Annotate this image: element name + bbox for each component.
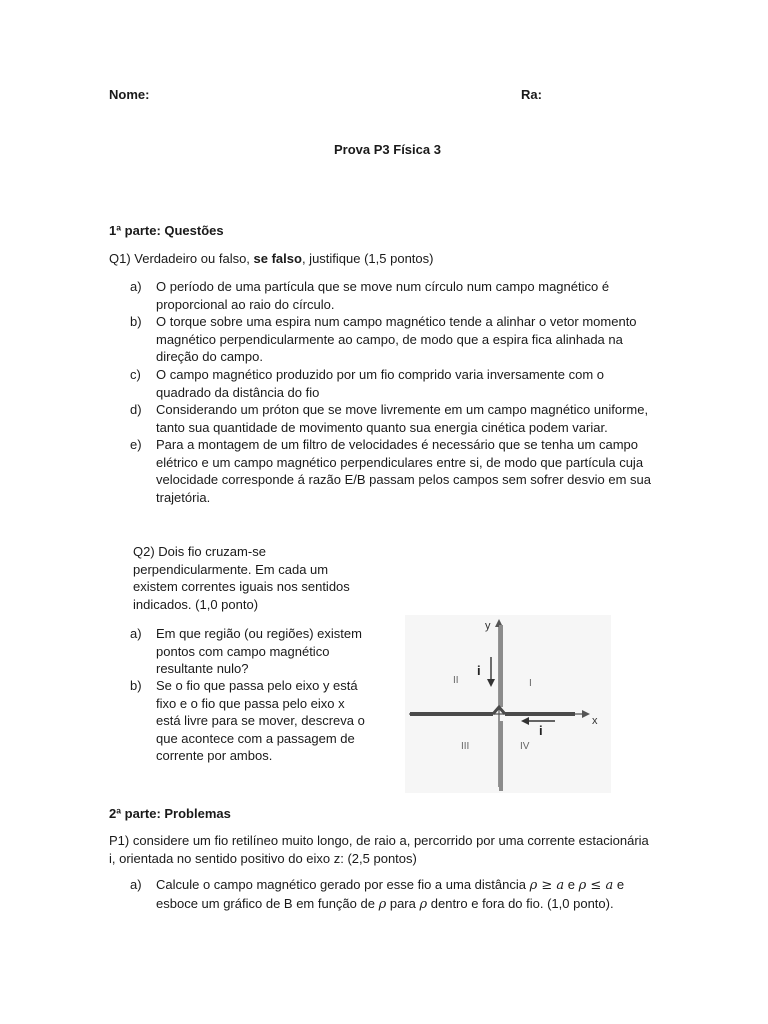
text-part: e [613, 877, 625, 892]
text-part: Calcule o campo magnético gerado por esse fio a uma distância [156, 877, 530, 892]
item-label: a) [130, 279, 142, 294]
item-label: e) [130, 437, 142, 452]
item-text: O período de uma partícula que se move num círculo num campo magnético é proporcional ao raio do círculo. [156, 279, 610, 312]
item-text [156, 876, 656, 913]
figure-background [405, 615, 611, 793]
math-rho-geq-a: ρ ≥ a [529, 878, 565, 893]
item-label: c) [130, 367, 141, 382]
text-part: para [386, 895, 420, 911]
math-rho: ρ [378, 896, 387, 912]
part2-heading: 2ª parte: Problemas [109, 806, 231, 821]
text-part: dentro e fora do fio. (1,0 ponto). [427, 895, 614, 911]
text-part: esboce um gráfico de B em função de [156, 895, 379, 911]
text-part: e [564, 877, 579, 892]
p1-intro: P1) considere um fio retilíneo muito longo, de raio a, percorrido por uma corrente estacionária i, orientada no sentido positivo do eixo z: (2,5 pontos) [109, 833, 649, 866]
item-text: Considerando um próton que se move livremente em um campo magnético uniforme, tanto sua quantidade de movimento quanto sua energia cinética podem variar. [156, 402, 649, 435]
item-label: b) [130, 314, 142, 329]
part1-heading: 1ª parte: Questões [109, 223, 224, 238]
page-title: Prova P3 Física 3 [334, 142, 441, 157]
x-axis-label: x [592, 715, 598, 727]
item-text: O torque sobre uma espira num campo magnético tende a alinhar o vetor momento magnético perpendicularmente ao campo, de modo que a espira fica alinhada na direção do campo. [156, 314, 637, 364]
math-rho: ρ [419, 896, 428, 912]
crossed-wires-figure [405, 615, 611, 793]
item-text: O campo magnético produzido por um fio comprido varia inversamente com o quadrado da distância do fio [156, 367, 604, 400]
region-label-iv: IV [520, 741, 530, 752]
item-label: a) [130, 626, 142, 641]
current-label-x: i [539, 723, 543, 738]
ra-label: Ra: [521, 87, 542, 102]
region-label-i: I [529, 678, 532, 689]
item-text: Para a montagem de um filtro de velocidades é necessário que se tenha um campo elétrico e um campo magnético perpendiculares entre si, de modo que partícula cuja velocidade corresponde á razão E/B passam pelos campos sem sofrer desvio em sua trajetória. [156, 437, 651, 505]
current-label-y: i [477, 663, 481, 678]
q1-instruction [109, 250, 433, 267]
item-label: a) [130, 877, 142, 892]
y-axis-label: y [485, 620, 491, 632]
math-rho-leq-a: ρ ≤ a [578, 878, 614, 893]
item-text: Em que região (ou regiões) existem pontos com campo magnético resultante nulo? [156, 626, 362, 676]
q1-prefix: Q1) Verdadeiro ou falso, [109, 251, 254, 266]
q2-intro: Q2) Dois fio cruzam-se perpendicularmente. Em cada um existem correntes iguais nos sentidos indicados. (1,0 ponto) [133, 544, 350, 612]
q1-suffix: , justifique (1,5 pontos) [301, 251, 434, 266]
item-label: d) [130, 402, 142, 417]
item-text: Se o fio que passa pelo eixo y está fixo e o fio que passa pelo eixo x está livre para se mover, descreva o que acontece com a passagem de corrente por ambos. [156, 678, 365, 763]
region-label-iii: III [461, 741, 470, 752]
name-label: Nome: [109, 87, 150, 102]
item-label: b) [130, 678, 142, 693]
q1-bold: se falso [253, 251, 302, 266]
region-label-ii: II [453, 675, 459, 686]
